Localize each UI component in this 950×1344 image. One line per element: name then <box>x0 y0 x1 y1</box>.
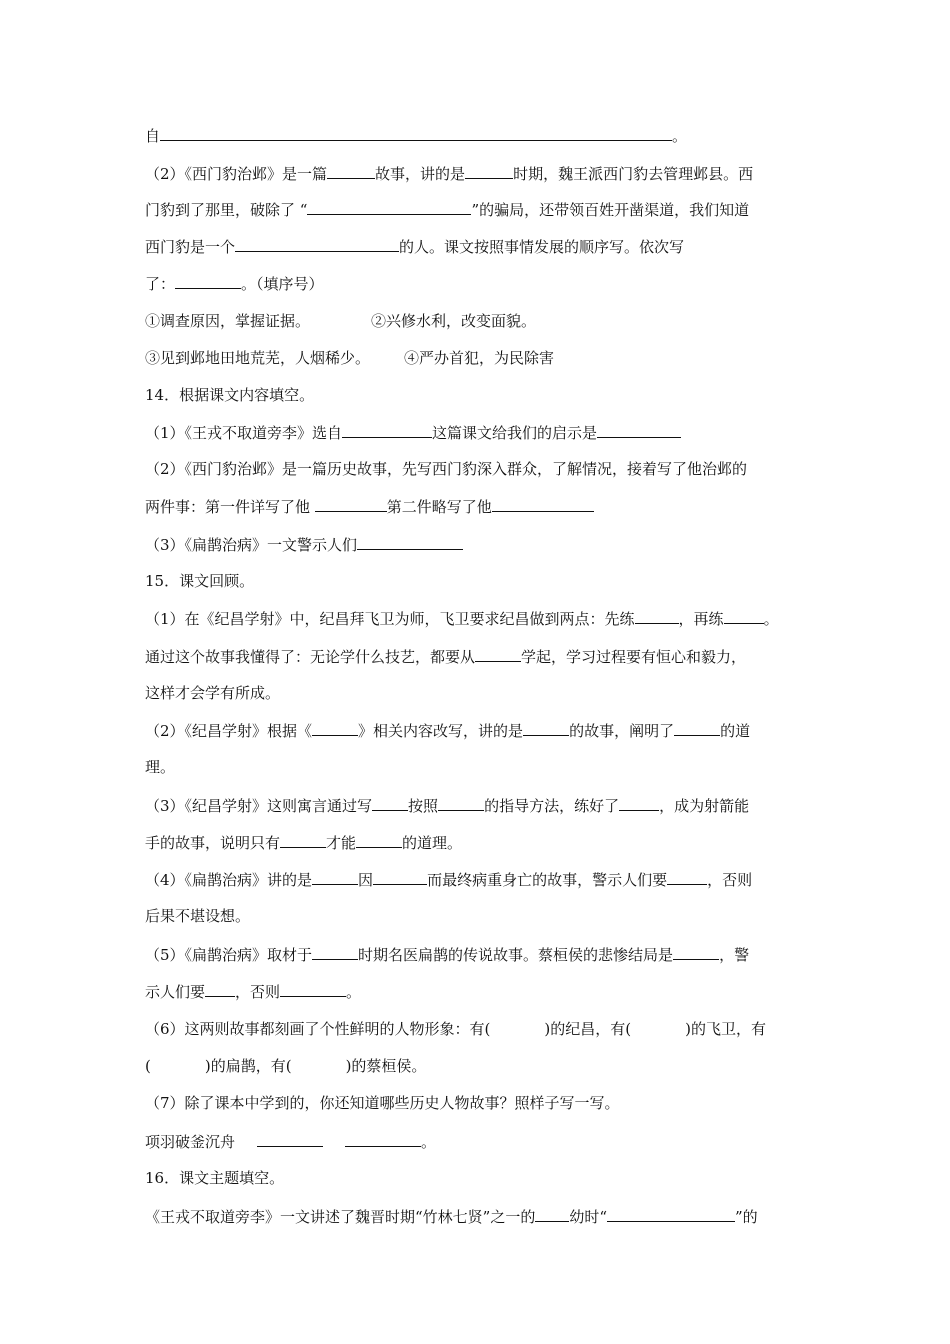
q15-4-line-2: 后果不堪设想。 <box>145 907 251 925</box>
q15-6-line-2: ( )的扁鹊，有( )的蔡桓侯。 <box>145 1057 427 1075</box>
blank[interactable] <box>674 720 720 736</box>
blank[interactable] <box>257 1131 323 1147</box>
option-4: ④严办首犯，为民除害 <box>404 349 555 367</box>
q16-heading: 16．课文主题填空。 <box>145 1169 285 1187</box>
q14-2-line-1: （2）《西门豹治邺》是一篇历史故事，先写西门豹深入群众，了解情况，接着写了他治邺的 <box>145 460 748 478</box>
q15-6-line-1: （6）这两则故事都刻画了个性鲜明的人物形象：有( )的纪昌，有( )的飞卫，有 <box>145 1020 766 1038</box>
blank[interactable] <box>312 944 358 960</box>
q14-heading: 14．根据课文内容填空。 <box>145 386 315 404</box>
answer-line-row: 自 。 <box>145 127 688 145</box>
blank[interactable] <box>175 273 241 289</box>
blank[interactable] <box>315 496 387 512</box>
blank[interactable] <box>280 981 346 997</box>
blank[interactable] <box>312 720 358 736</box>
q13-2-line-2: 门豹到了那里，破除了 “ ”的骗局，还带领百姓开凿渠道，我们知道 <box>145 201 750 219</box>
q15-heading: 15．课文回顾。 <box>145 572 255 590</box>
q15-1-line-1: （1）在《纪昌学射》中，纪昌拜飞卫为师，飞卫要求纪昌做到两点：先练 ，再练 。 <box>145 610 779 628</box>
option-1: ①调查原因，掌握证据。 <box>145 312 311 330</box>
blank[interactable] <box>345 1131 421 1147</box>
blank[interactable] <box>312 869 358 885</box>
blank[interactable] <box>280 832 326 848</box>
blank[interactable] <box>673 944 719 960</box>
option-row-1 <box>145 311 805 331</box>
blank[interactable] <box>373 869 427 885</box>
blank[interactable] <box>667 869 707 885</box>
q15-3-line-2: 手的故事，说明只有 才能 的道理。 <box>145 834 463 852</box>
q15-3-line-1: （3）《纪昌学射》这则寓言通过写 按照 的指导方法，练好了 ，成为射箭能 <box>145 797 750 815</box>
q15-7-example-line: 项羽破釜沉舟 。 <box>145 1133 437 1151</box>
blank[interactable] <box>535 1206 569 1222</box>
q13-2-line-1: （2）《西门豹治邺》是一篇 故事，讲的是 时期，魏王派西门豹去管理邺县。西 <box>145 165 754 183</box>
blank[interactable] <box>475 646 521 662</box>
blank[interactable] <box>724 608 764 624</box>
blank[interactable] <box>357 534 463 550</box>
blank[interactable] <box>307 199 471 215</box>
blank[interactable] <box>607 1206 735 1222</box>
blank[interactable] <box>235 236 399 252</box>
q15-2-line-1: （2）《纪昌学射》根据《 》相关内容改写，讲的是 的故事，阐明了 的道 <box>145 722 751 740</box>
blank[interactable] <box>438 795 484 811</box>
blank[interactable] <box>372 795 408 811</box>
blank[interactable] <box>619 795 659 811</box>
q13-2-line-3: 西门豹是一个 的人。课文按照事情发展的顺序写。依次写 <box>145 238 685 256</box>
blank[interactable] <box>342 422 432 438</box>
blank[interactable] <box>356 832 402 848</box>
option-row-2 <box>145 348 805 368</box>
blank[interactable] <box>160 125 672 141</box>
q15-5-line-1: （5）《扁鹊治病》取材于 时期名医扁鹊的传说故事。蔡桓侯的悲惨结局是 ，警 <box>145 946 750 964</box>
blank[interactable] <box>465 163 513 179</box>
q15-1-line-2: 通过这个故事我懂得了：无论学什么技艺，都要从 学起，学习过程要有恒心和毅力， <box>145 648 747 666</box>
q16-line-1: 《王戎不取道旁李》一文讲述了魏晋时期“竹林七贤”之一的 幼时“ ”的 <box>145 1208 758 1226</box>
q15-4-line-1: （4）《扁鹊治病》讲的是 因 而最终病重身亡的故事，警示人们要 ，否则 <box>145 871 753 889</box>
q15-1-line-3: 这样才会学有所成。 <box>145 684 281 702</box>
blank[interactable] <box>492 496 594 512</box>
option-3: ③见到邺地田地荒芜，人烟稀少。 <box>145 349 371 367</box>
q14-1-line: （1）《王戎不取道旁李》选自 这篇课文给我们的启示是 <box>145 422 805 443</box>
q13-2-line-4: 了： 。（填序号） <box>145 275 324 293</box>
blank[interactable] <box>597 422 681 438</box>
option-2: ②兴修水利，改变面貌。 <box>371 312 537 330</box>
q14-2-line-2: 两件事：第一件详写了他 第二件略写了他 <box>145 496 805 517</box>
blank[interactable] <box>523 720 569 736</box>
q14-3-line: （3）《扁鹊治病》一文警示人们 <box>145 534 805 555</box>
q15-5-line-2: 示人们要 ，否则 。 <box>145 983 362 1001</box>
q15-7-line: （7）除了课本中学到的，你还知道哪些历史人物故事？照样子写一写。 <box>145 1094 620 1112</box>
blank[interactable] <box>205 981 235 997</box>
blank[interactable] <box>327 163 375 179</box>
blank[interactable] <box>635 608 679 624</box>
q15-2-line-2: 理。 <box>145 758 176 776</box>
